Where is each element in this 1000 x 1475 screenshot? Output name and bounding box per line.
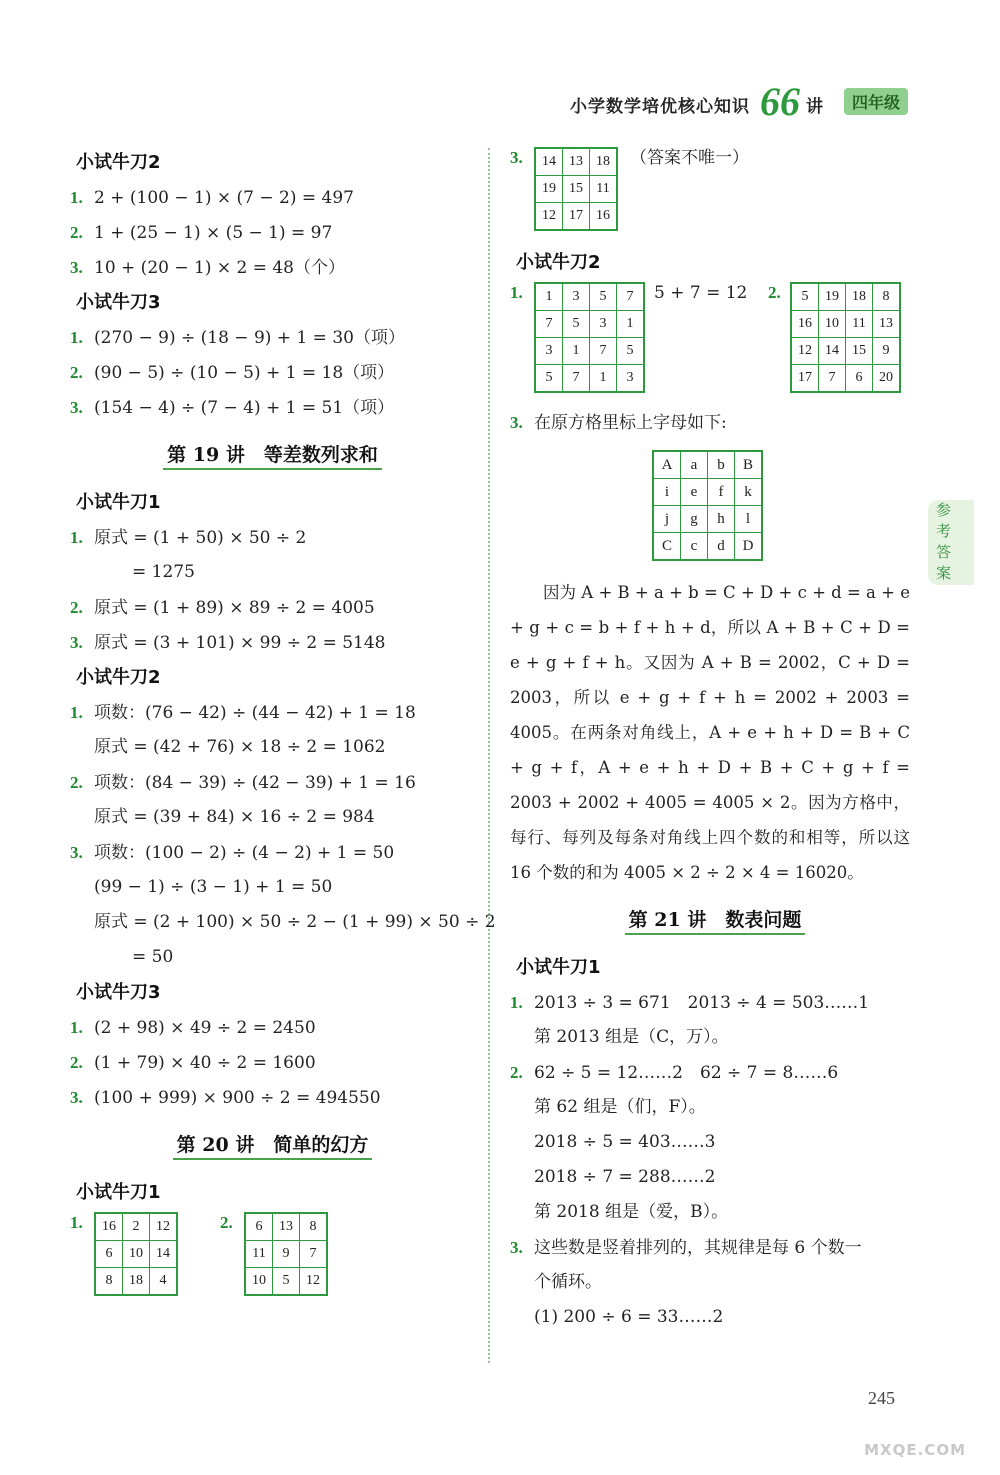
grid-cell: c [681,533,708,561]
grid-cell: 13 [873,311,901,338]
answer-text: 这些数是竖着排列的，其规律是每 6 个数一 [534,1238,862,1258]
grid-cell: 14 [150,1241,178,1268]
grid-cell: 1 [617,311,645,338]
answer-text: 原式 = (3 + 101) × 99 ÷ 2 = 5148 [94,633,386,653]
answer-text: (154 − 4) ÷ (7 − 4) + 1 = 51（项） [94,398,395,418]
magic-square-grid [790,282,901,393]
answer-line [70,765,475,800]
item-number: 1. [70,1018,83,1037]
answer-text: (90 − 5) ÷ (10 − 5) + 1 = 18（项） [94,363,395,383]
item-number: 1. [70,328,83,347]
grid-row [791,338,900,365]
grid-cell: 19 [535,176,563,203]
grid-row [791,311,900,338]
grid-cell: k [735,479,763,506]
column-divider [488,148,490,1363]
item-number: 3. [70,633,83,652]
answer-line [70,1010,475,1045]
grid-cell: 4 [150,1268,178,1296]
grid-cell: 9 [873,338,901,365]
side-tab-reference-answers [928,500,974,585]
answer-line [70,695,475,730]
grid-cell: j [653,506,681,533]
item-number: 2. [70,773,83,792]
grid-cell: 10 [245,1268,273,1296]
magic-square-grid [244,1212,328,1296]
item-number: 1. [70,528,83,547]
answer-line [70,390,475,425]
answer-continuation: 2018 ÷ 5 = 403……3 [534,1132,716,1152]
grid-cell: 6 [95,1241,123,1268]
item-number: 2. [70,223,83,242]
book-title: 小学数学培优核心知识 [570,97,750,117]
grid-cell: 1 [563,338,590,365]
chapter-heading [510,890,920,950]
section-title: 小试牛刀3 [76,982,161,1003]
item-number: 2. [70,598,83,617]
grid-cell: 12 [535,203,563,231]
answer-text: (270 − 9) ÷ (18 − 9) + 1 = 30（项） [94,328,405,348]
grid-row [535,283,644,311]
grid-cell: g [681,506,708,533]
item-number: 3. [510,148,523,167]
chapter-heading [70,1115,475,1175]
item-number: 3. [70,258,83,277]
grid-cell: A [653,451,681,479]
grid-cell: l [735,506,763,533]
answer-line [510,405,920,440]
answer-line [70,250,475,285]
grid-cell: 19 [819,283,846,311]
grid-cell: 7 [563,365,590,393]
answer-text: (2 + 98) × 49 ÷ 2 = 2450 [94,1018,316,1038]
grid-cell: 8 [95,1268,123,1296]
grid-cell: 5 [590,283,617,311]
grid-row [653,506,762,533]
grid-cell: 18 [590,148,618,176]
grid-row [535,365,644,393]
grid-cell: 7 [590,338,617,365]
item-number: 1. [70,188,83,207]
item-number: 1. [70,1213,83,1232]
item-number: 2. [510,1063,523,1082]
section-title: 小试牛刀1 [76,1182,161,1203]
grid-row [245,1241,327,1268]
item-number: 3. [70,398,83,417]
magic-square-row [510,280,920,405]
answer-line [510,1055,920,1090]
grid-cell: 16 [590,203,618,231]
answer-text: 5 + 7 = 12 [654,283,748,303]
grid-cell: 15 [563,176,590,203]
answer-line [70,215,475,250]
grid-cell: d [708,533,735,561]
answer-text: 1 + (25 − 1) × (5 − 1) = 97 [94,223,333,243]
answer-continuation: 原式 = (39 + 84) × 16 ÷ 2 = 984 [94,807,375,827]
grid-cell: 11 [245,1241,273,1268]
grid-cell: 11 [846,311,873,338]
answer-continuation: 第 2013 组是（C，万）。 [534,1027,729,1047]
grid-cell: 5 [617,338,645,365]
answer-continuation: 原式 = (42 + 76) × 18 ÷ 2 = 1062 [94,737,386,757]
grid-cell: 12 [791,338,819,365]
grid-cell: 7 [617,283,645,311]
item-number: 2. [768,283,781,302]
answer-line [70,180,475,215]
answer-continuation: = 50 [132,947,174,967]
right-column [510,145,920,1335]
answer-line [70,835,475,870]
grid-row [535,203,617,231]
grid-cell: 6 [245,1213,273,1241]
answer-continuation: (1) 200 ÷ 6 = 33……2 [534,1307,724,1327]
grid-cell: 11 [590,176,618,203]
answer-text: (100 + 999) × 900 ÷ 2 = 494550 [94,1088,381,1108]
watermark-text: MXQE.COM [864,1441,966,1459]
grid-cell: 3 [590,311,617,338]
grid-cell: b [708,451,735,479]
grid-cell: 16 [95,1213,123,1241]
grid-cell: 7 [819,365,846,393]
magic-square-row [510,145,920,245]
grid-cell: 3 [535,338,563,365]
grid-row [245,1213,327,1241]
magic-square-grid [94,1212,178,1296]
grid-cell: 6 [846,365,873,393]
grid-row [535,338,644,365]
answer-text: 项数：(84 − 39) ÷ (42 − 39) + 1 = 16 [94,773,416,793]
answer-text: 原式 = (1 + 89) × 89 ÷ 2 = 4005 [94,598,375,618]
grid-row [95,1241,177,1268]
grid-cell: 7 [300,1241,328,1268]
grid-cell: 15 [846,338,873,365]
grid-cell: 16 [791,311,819,338]
answer-text: 10 + (20 − 1) × 2 = 48（个） [94,258,345,278]
chapter-title: 第 20 讲 简单的幻方 [173,1134,373,1160]
section-title: 小试牛刀2 [76,152,161,173]
grid-cell: 12 [300,1268,328,1296]
grid-row [95,1213,177,1241]
item-number: 3. [70,1088,83,1107]
grid-cell: 20 [873,365,901,393]
answer-line [70,590,475,625]
grid-cell: D [735,533,763,561]
grid-cell: 13 [273,1213,300,1241]
answer-line [510,1230,920,1265]
chapter-heading [70,425,475,485]
item-number: 3. [510,1238,523,1257]
grid-row [653,479,762,506]
grid-cell: 5 [563,311,590,338]
answer-text: 项数：(100 − 2) ÷ (4 − 2) + 1 = 50 [94,843,395,863]
answer-continuation: = 1275 [132,562,195,582]
section-title: 小试牛刀3 [76,292,161,313]
grid-row [245,1268,327,1296]
grid-cell: 3 [617,365,645,393]
answer-text: 2013 ÷ 3 = 671 2013 ÷ 4 = 503……1 [534,993,870,1013]
grid-cell: e [681,479,708,506]
answer-text: (1 + 79) × 40 ÷ 2 = 1600 [94,1053,316,1073]
item-number: 2. [220,1213,233,1232]
grid-row [653,533,762,561]
grid-row [791,365,900,393]
grid-cell: 5 [791,283,819,311]
book-number: 66 [760,79,800,124]
grid-cell: h [708,506,735,533]
page-number: 245 [868,1388,895,1408]
grid-cell: 7 [535,311,563,338]
answer-line [70,625,475,660]
watermark [820,1395,980,1465]
item-number: 2. [70,363,83,382]
grid-cell: i [653,479,681,506]
grid-cell: 18 [123,1268,150,1296]
answer-line [70,1080,475,1115]
grid-cell: 18 [846,283,873,311]
grid-cell: 10 [819,311,846,338]
grid-cell: 17 [791,365,819,393]
side-tab-label: 参考答案 [936,501,952,582]
grid-row [535,176,617,203]
grid-cell: 5 [535,365,563,393]
grid-cell: 8 [873,283,901,311]
answer-line [70,355,475,390]
grid-cell: 12 [150,1213,178,1241]
answer-note: （答案不唯一） [630,148,749,168]
section-title: 小试牛刀1 [76,492,161,513]
grid-row [535,311,644,338]
answer-text: 项数：(76 − 42) ÷ (44 − 42) + 1 = 18 [94,703,416,723]
answer-continuation: (99 − 1) ÷ (3 − 1) + 1 = 50 [94,877,333,897]
grid-cell: 2 [123,1213,150,1241]
grid-cell: 14 [819,338,846,365]
answer-text: 2 + (100 − 1) × (7 − 2) = 497 [94,188,354,208]
item-number: 1. [70,703,83,722]
grid-cell: f [708,479,735,506]
grid-cell: 13 [563,148,590,176]
grid-row [653,451,762,479]
grid-cell: 14 [535,148,563,176]
answer-continuation: 个循环。 [534,1272,602,1292]
grid-cell: 10 [123,1241,150,1268]
grid-cell: 1 [535,283,563,311]
chapter-title: 第 21 讲 数表问题 [625,909,806,935]
answer-continuation: 2018 ÷ 7 = 288……2 [534,1167,716,1187]
item-number: 1. [510,993,523,1012]
grid-row [791,283,900,311]
item-number: 3. [70,843,83,862]
grid-cell: C [653,533,681,561]
answer-text: 原式 = (1 + 50) × 50 ÷ 2 [94,528,307,548]
chapter-title: 第 19 讲 等差数列求和 [163,444,382,470]
letter-grid [652,450,763,561]
answer-continuation: 第 62 组是（们，F）。 [534,1097,706,1117]
grid-row [535,148,617,176]
grid-cell: 1 [590,365,617,393]
answer-continuation: 第 2018 组是（爱，B）。 [534,1202,729,1222]
explanation-paragraph: 因为 A + B + a + b = C + D + c + d = a + e + g + c = b + f + h + d，所以 A + B + C + D = e + g + f + h。又因为 A + B = 2002，C + D = 2003，所以 e + g + f + h = 2002 + 2003 = 4005。在两条对角线上，A + e + h + D = B + C + g + f，A + e + h + D + B + C + g + f = 2003 + 2002 + 4005 = 4005 × 2。因为方格中，每行、每列及每条对角线上四个数的和相等，所以这 16 个数的和为 4005 × 2 ÷ 2 × 4 = 16020。 [510,583,910,882]
answer-line [70,1045,475,1080]
grade-badge: 四年级 [844,88,908,115]
magic-square-grid [534,282,645,393]
magic-square-grid [534,147,618,231]
left-column [70,145,496,1310]
section-title: 小试牛刀2 [516,252,601,273]
answer-text: 62 ÷ 5 = 12……2 62 ÷ 7 = 8……6 [534,1063,839,1083]
answer-continuation: 原式 = (2 + 100) × 50 ÷ 2 − (1 + 99) × 50 ÷ 2 [94,912,496,932]
letter-grid-area [510,440,920,575]
grid-cell: 3 [563,283,590,311]
grid-cell: a [681,451,708,479]
grid-row [95,1268,177,1296]
grid-cell: B [735,451,763,479]
answer-text: 在原方格里标上字母如下: [534,413,727,433]
answer-line [510,985,920,1020]
section-title: 小试牛刀1 [516,957,601,978]
section-title: 小试牛刀2 [76,667,161,688]
item-number: 2. [70,1053,83,1072]
magic-square-row [70,1210,475,1310]
grid-cell: 8 [300,1213,328,1241]
grid-cell: 5 [273,1268,300,1296]
grid-cell: 17 [563,203,590,231]
answer-line [70,320,475,355]
book-title-suffix: 讲 [806,97,823,117]
item-number: 1. [510,283,523,302]
grid-cell: 9 [273,1241,300,1268]
page-header [560,78,920,124]
answer-line [70,520,475,555]
item-number: 3. [510,413,523,432]
